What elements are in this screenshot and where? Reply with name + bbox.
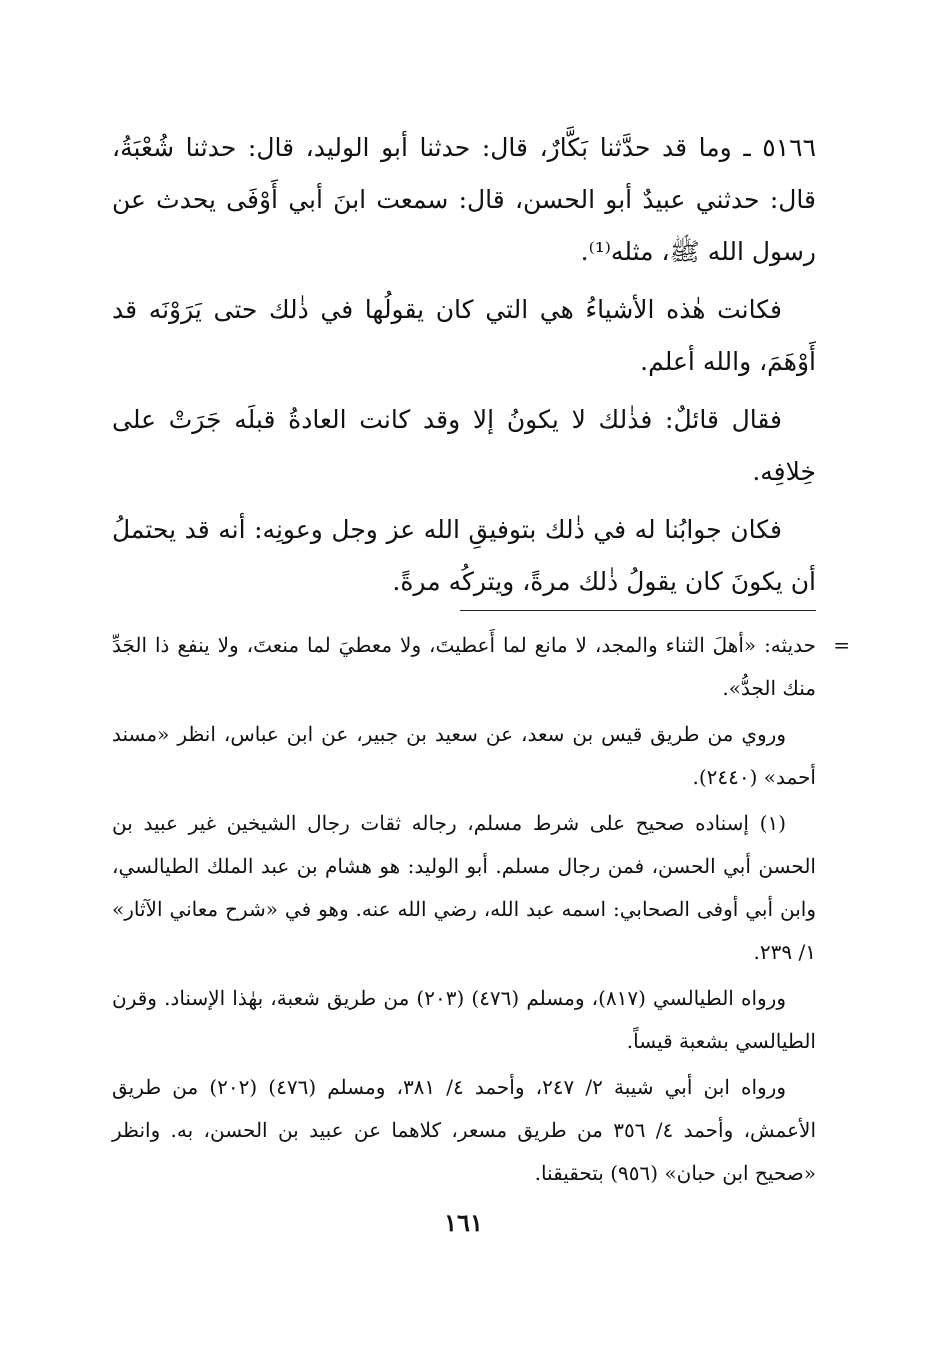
footnote-paragraph: ورواه الطيالسي (٨١٧)، ومسلم (٤٧٦) (٢٠٣) من طريق شعبة، بهٰذا الإسناد. وقرن الطيالسي بشعبة قيساً. — [112, 986, 816, 1053]
footnote-paragraph: وروي من طريق قيس بن سعد، عن سعيد بن جبير، عن ابن عباس، انظر «مسند أحمد» (٢٤٤٠). — [112, 722, 816, 789]
main-paragraph: فكان جوابُنا له في ذٰلك بتوفيقِ الله عز وجل وعونِه: أنه قد يحتملُ أن يكونَ كان يقولُ ذٰلك مرةً، ويتركُه مرةً. — [112, 515, 816, 596]
footnote-1: (١) إسناده صحيح على شرط مسلم، رجاله ثقات رجال الشيخين غير عبيد بن الحسن أبي الحسن، فمن رجال مسلم. أبو الوليد: هو هشام بن عبد الملك الطيالسي، وابن أبي أوفى الصحابي: اسمه عبد الله، رضي الله عنه. وهو في «شرح معاني الآثار» ١/ ٢٣٩. — [112, 811, 816, 964]
footnotes-section — [112, 624, 850, 1198]
hadith-5166-paragraph: ٥١٦٦ ـ وما قد حدَّثنا بَكَّارٌ، قال: حدثنا أبو الوليد، قال: حدثنا شُعْبَةُ، قال: حدثني عبيدٌ أبو الحسن، قال: سمعت ابنَ أبي أَوْفَى يحدث عن رسول الله ﷺ، مثله⁽¹⁾. — [112, 133, 816, 266]
page-number: ١٦١ — [444, 1208, 483, 1237]
main-paragraph: فكانت هٰذه الأشياءُ هي التي كان يقولُها في ذٰلك حتى يَرَوْنَه قد أَوْهَمَ، والله أعلم. — [112, 295, 816, 376]
footnote-paragraph: ورواه ابن أبي شيبة ٢/ ٢٤٧، وأحمد ٤/ ٣٨١، ومسلم (٤٧٦) (٢٠٢) من طريق الأعمش، وأحمد ٤/ ٣٥٦ من طريق مسعر، كلاهما عن عبيد بن الحسن، به. وانظر «صحيح ابن حبان» (٩٥٦) بتحقيقنا. — [112, 1075, 816, 1185]
footnote-separator — [460, 610, 816, 611]
footnote-continuation-text: حديثه: «أهلَ الثناء والمجد، لا مانع لما أَعطيتَ، ولا معطيَ لما منعتَ، ولا ينفع ذا الجَدِّ منك الجدُّ». — [112, 633, 816, 700]
footnote-continuation — [112, 624, 850, 710]
main-text-body — [112, 122, 816, 614]
main-paragraph: فقال قائلٌ: فذٰلك لا يكونُ إلا وقد كانت العادةُ قبلَه جَرَتْ على خِلافِه. — [112, 405, 816, 486]
continuation-mark: = — [833, 633, 850, 657]
